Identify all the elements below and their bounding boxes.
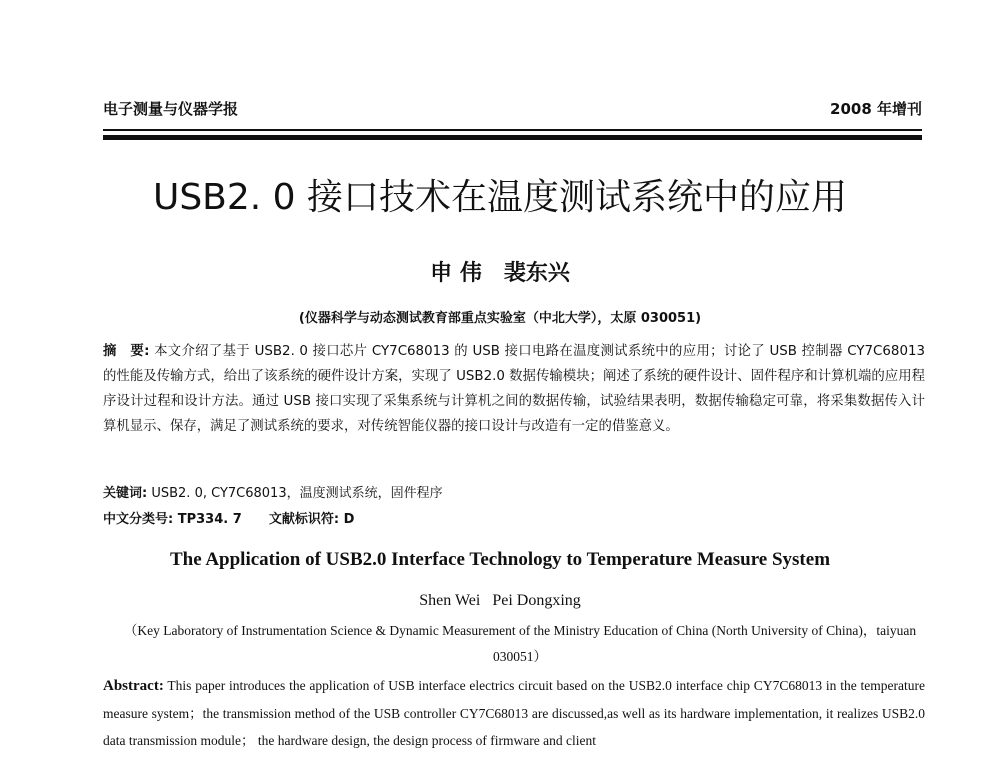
clc-label: 中文分类号: xyxy=(103,512,174,527)
running-header xyxy=(103,98,922,122)
issue-label: 2008 年增刊 xyxy=(830,100,922,118)
abstract-zh xyxy=(103,339,925,439)
paper-title-zh: USB2. 0 接口技术在温度测试系统中的应用 xyxy=(152,177,848,218)
abstract-zh-label: 摘 要: xyxy=(103,344,150,359)
keywords-zh-text: USB2. 0, CY7C68013，温度测试系统，固件程序 xyxy=(151,486,443,501)
doc-code-value: D xyxy=(343,512,355,527)
author-en-1: Shen Wei xyxy=(419,592,481,609)
doc-code-label: 文献标识符: xyxy=(268,512,340,527)
abstract-en-label: Abstract: xyxy=(103,678,164,694)
authors-zh: 申 伟 裴东兴 xyxy=(430,260,570,286)
abstract-zh-text: 本文介绍了基于 USB2. 0 接口芯片 CY7C68013 的 USB 接口电路在温度测试系统中的应用；讨论了 USB 控制器 CY7C68013 的性能及传输方式，给出了该系统的硬件设计方案，实现了 USB2.0 数据传输模块；阐述了系统的硬件设计、固件程序和计算机端的应用程序设计过程和设计方法。通过 USB 接口实现了采集系统与计算机之间的数据传输，试验结果表明，数据传输稳定可靠，将采集数据传入计算机显示、保存，满足了测试系统的要求，对传统智能仪器的接口设计与改造有一定的借鉴意义。 xyxy=(103,344,926,434)
affiliation-zh: (仪器科学与动态测试教育部重点实验室（中北大学），太原 030051) xyxy=(298,311,702,326)
affiliation-en: （Key Laboratory of Instrumentation Science & Dynamic Measurement of the Ministry Education of China (North University of China)，taiyuan 030051） xyxy=(123,623,917,664)
clc-value: TP334. 7 xyxy=(177,512,242,527)
abstract-en xyxy=(103,672,925,754)
keywords-zh xyxy=(103,484,925,504)
keywords-zh-label: 关键词: xyxy=(103,486,148,501)
classification-line xyxy=(103,510,925,530)
authors-en xyxy=(0,592,1000,610)
abstract-en-text: This paper introduces the application of USB interface electrics circuit based on the USB2.0 interface chip CY7C68013 in the temperature measure system；the transmission method of the USB controller CY7C68013 are discussed,as well as its hardware implementation, it realizes USB2.0 data transmission module； the hardware design, the design process of firmware and client xyxy=(103,678,925,748)
paper-title-en: The Application of USB2.0 Interface Technology to Temperature Measure System xyxy=(169,549,831,570)
header-rule-thick xyxy=(103,135,922,140)
author-en-2: Pei Dongxing xyxy=(492,592,581,609)
journal-name: 电子测量与仪器学报 xyxy=(103,100,239,118)
header-rule-thin xyxy=(103,129,922,131)
